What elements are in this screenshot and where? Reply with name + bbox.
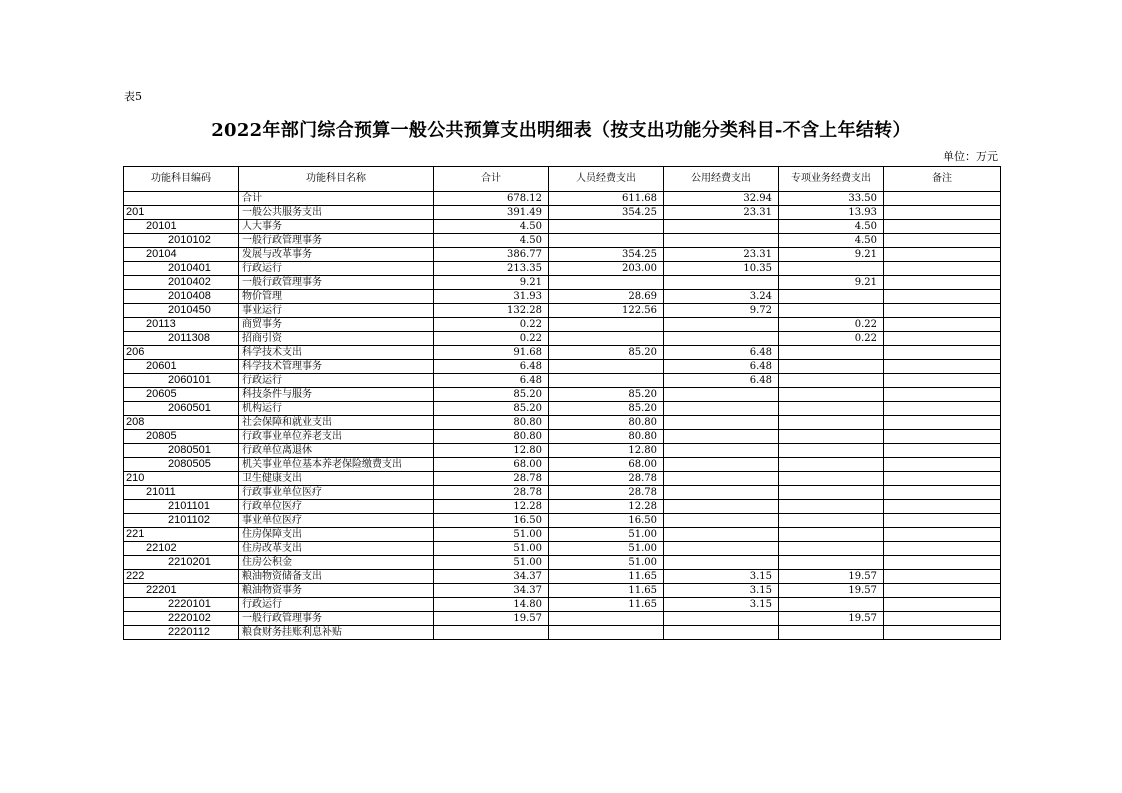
cell-total: 0.22 — [434, 332, 549, 346]
cell-name: 粮油物资储备支出 — [239, 570, 434, 584]
cell-note — [884, 570, 1001, 584]
column-header-name: 功能科目名称 — [239, 167, 434, 192]
cell-special — [779, 626, 884, 640]
cell-note — [884, 444, 1001, 458]
cell-public — [664, 542, 779, 556]
cell-total: 391.49 — [434, 206, 549, 220]
cell-special: 4.50 — [779, 234, 884, 248]
cell-special — [779, 500, 884, 514]
cell-name: 事业运行 — [239, 304, 434, 318]
cell-code: 2060501 — [124, 402, 239, 416]
cell-personnel: 28.78 — [549, 472, 664, 486]
column-header-personnel: 人员经费支出 — [549, 167, 664, 192]
cell-code — [124, 192, 239, 206]
cell-name: 招商引资 — [239, 332, 434, 346]
cell-personnel — [549, 626, 664, 640]
cell-special: 0.22 — [779, 332, 884, 346]
table-row — [124, 262, 1001, 276]
cell-code: 2210201 — [124, 556, 239, 570]
cell-personnel — [549, 318, 664, 332]
cell-public: 23.31 — [664, 248, 779, 262]
cell-note — [884, 486, 1001, 500]
cell-note — [884, 430, 1001, 444]
cell-personnel: 354.25 — [549, 206, 664, 220]
cell-note — [884, 290, 1001, 304]
cell-special: 19.57 — [779, 570, 884, 584]
cell-public: 3.15 — [664, 598, 779, 612]
cell-special — [779, 402, 884, 416]
cell-personnel: 28.78 — [549, 486, 664, 500]
cell-total: 213.35 — [434, 262, 549, 276]
cell-name: 行政运行 — [239, 374, 434, 388]
cell-code: 20113 — [124, 318, 239, 332]
cell-personnel: 12.80 — [549, 444, 664, 458]
cell-code: 2010102 — [124, 234, 239, 248]
cell-code: 201 — [124, 206, 239, 220]
cell-name: 一般公共服务支出 — [239, 206, 434, 220]
cell-name: 商贸事务 — [239, 318, 434, 332]
cell-code: 20601 — [124, 360, 239, 374]
cell-public: 6.48 — [664, 346, 779, 360]
cell-note — [884, 584, 1001, 598]
unit-label: 单位：万元 — [943, 150, 998, 163]
cell-total: 6.48 — [434, 360, 549, 374]
cell-personnel: 28.69 — [549, 290, 664, 304]
table-row — [124, 290, 1001, 304]
cell-public: 32.94 — [664, 192, 779, 206]
cell-name: 一般行政管理事务 — [239, 234, 434, 248]
cell-total: 0.22 — [434, 318, 549, 332]
cell-total: 12.28 — [434, 500, 549, 514]
table-row — [124, 584, 1001, 598]
cell-name: 机关事业单位基本养老保险缴费支出 — [239, 458, 434, 472]
cell-note — [884, 402, 1001, 416]
cell-name: 行政事业单位养老支出 — [239, 430, 434, 444]
cell-personnel: 80.80 — [549, 430, 664, 444]
cell-name: 住房保障支出 — [239, 528, 434, 542]
page-title: 2022年部门综合预算一般公共预算支出明细表（按支出功能分类科目-不含上年结转） — [211, 120, 911, 141]
cell-note — [884, 332, 1001, 346]
cell-total: 80.80 — [434, 430, 549, 444]
cell-note — [884, 346, 1001, 360]
cell-name: 事业单位医疗 — [239, 514, 434, 528]
cell-public — [664, 514, 779, 528]
cell-total: 31.93 — [434, 290, 549, 304]
table-row — [124, 472, 1001, 486]
cell-special — [779, 416, 884, 430]
cell-personnel: 122.56 — [549, 304, 664, 318]
cell-total: 28.78 — [434, 486, 549, 500]
table-number-label: 表5 — [124, 90, 142, 103]
table-row — [124, 276, 1001, 290]
cell-name: 行政运行 — [239, 262, 434, 276]
cell-public — [664, 500, 779, 514]
column-header-total: 合计 — [434, 167, 549, 192]
cell-note — [884, 472, 1001, 486]
cell-personnel: 11.65 — [549, 570, 664, 584]
cell-code: 2080505 — [124, 458, 239, 472]
cell-total: 51.00 — [434, 528, 549, 542]
cell-personnel: 11.65 — [549, 598, 664, 612]
cell-personnel — [549, 220, 664, 234]
cell-personnel: 51.00 — [549, 528, 664, 542]
table-row — [124, 514, 1001, 528]
cell-total: 34.37 — [434, 584, 549, 598]
cell-public — [664, 220, 779, 234]
cell-code: 2080501 — [124, 444, 239, 458]
cell-name: 卫生健康支出 — [239, 472, 434, 486]
cell-total: 51.00 — [434, 556, 549, 570]
cell-personnel: 85.20 — [549, 388, 664, 402]
cell-public — [664, 332, 779, 346]
table-row — [124, 192, 1001, 206]
cell-public: 3.24 — [664, 290, 779, 304]
cell-public — [664, 402, 779, 416]
cell-note — [884, 234, 1001, 248]
cell-name: 机构运行 — [239, 402, 434, 416]
table-row — [124, 444, 1001, 458]
cell-note — [884, 458, 1001, 472]
cell-code: 2010408 — [124, 290, 239, 304]
cell-code: 208 — [124, 416, 239, 430]
cell-personnel: 354.25 — [549, 248, 664, 262]
cell-special — [779, 598, 884, 612]
cell-personnel — [549, 360, 664, 374]
cell-special: 13.93 — [779, 206, 884, 220]
cell-public: 6.48 — [664, 374, 779, 388]
cell-total: 12.80 — [434, 444, 549, 458]
table-row — [124, 304, 1001, 318]
table-row — [124, 220, 1001, 234]
column-header-code: 功能科目编码 — [124, 167, 239, 192]
cell-note — [884, 374, 1001, 388]
cell-special: 4.50 — [779, 220, 884, 234]
cell-note — [884, 528, 1001, 542]
cell-public — [664, 416, 779, 430]
cell-special — [779, 556, 884, 570]
cell-public — [664, 556, 779, 570]
table-row — [124, 360, 1001, 374]
cell-note — [884, 248, 1001, 262]
cell-name: 物价管理 — [239, 290, 434, 304]
cell-special — [779, 346, 884, 360]
cell-total: 80.80 — [434, 416, 549, 430]
cell-personnel — [549, 332, 664, 346]
cell-public — [664, 388, 779, 402]
cell-public — [664, 234, 779, 248]
cell-personnel: 16.50 — [549, 514, 664, 528]
cell-special: 9.21 — [779, 276, 884, 290]
cell-public: 9.72 — [664, 304, 779, 318]
cell-personnel — [549, 234, 664, 248]
cell-total: 6.48 — [434, 374, 549, 388]
cell-special — [779, 374, 884, 388]
table-row — [124, 612, 1001, 626]
table-row — [124, 430, 1001, 444]
cell-note — [884, 206, 1001, 220]
cell-special — [779, 262, 884, 276]
table-header-row — [124, 167, 1001, 192]
cell-name: 住房公积金 — [239, 556, 434, 570]
cell-note — [884, 220, 1001, 234]
table-row — [124, 206, 1001, 220]
cell-name: 社会保障和就业支出 — [239, 416, 434, 430]
cell-code: 2010401 — [124, 262, 239, 276]
table-row — [124, 556, 1001, 570]
cell-public: 3.15 — [664, 584, 779, 598]
cell-code: 20101 — [124, 220, 239, 234]
cell-code: 21011 — [124, 486, 239, 500]
cell-special — [779, 444, 884, 458]
cell-total: 16.50 — [434, 514, 549, 528]
column-header-special: 专项业务经费支出 — [779, 167, 884, 192]
column-header-note: 备注 — [884, 167, 1001, 192]
cell-name: 粮油物资事务 — [239, 584, 434, 598]
cell-special: 19.57 — [779, 612, 884, 626]
cell-personnel: 11.65 — [549, 584, 664, 598]
cell-name: 粮食财务挂账利息补贴 — [239, 626, 434, 640]
cell-public: 23.31 — [664, 206, 779, 220]
cell-name: 一般行政管理事务 — [239, 276, 434, 290]
cell-code: 2010450 — [124, 304, 239, 318]
cell-personnel: 80.80 — [549, 416, 664, 430]
cell-public — [664, 626, 779, 640]
cell-total: 132.28 — [434, 304, 549, 318]
cell-note — [884, 598, 1001, 612]
column-header-public: 公用经费支出 — [664, 167, 779, 192]
cell-special — [779, 514, 884, 528]
cell-total: 4.50 — [434, 220, 549, 234]
cell-public — [664, 430, 779, 444]
cell-special — [779, 360, 884, 374]
cell-special — [779, 458, 884, 472]
cell-special — [779, 542, 884, 556]
cell-public: 10.35 — [664, 262, 779, 276]
cell-total: 85.20 — [434, 388, 549, 402]
cell-note — [884, 360, 1001, 374]
cell-special: 9.21 — [779, 248, 884, 262]
cell-public — [664, 444, 779, 458]
cell-public — [664, 318, 779, 332]
cell-note — [884, 416, 1001, 430]
cell-note — [884, 514, 1001, 528]
cell-personnel: 68.00 — [549, 458, 664, 472]
table-body — [124, 192, 1001, 640]
cell-total: 85.20 — [434, 402, 549, 416]
cell-special — [779, 472, 884, 486]
cell-name: 发展与改革事务 — [239, 248, 434, 262]
table-row — [124, 542, 1001, 556]
table-row — [124, 626, 1001, 640]
table-row — [124, 346, 1001, 360]
table-row — [124, 374, 1001, 388]
cell-name: 一般行政管理事务 — [239, 612, 434, 626]
cell-note — [884, 556, 1001, 570]
table-row — [124, 570, 1001, 584]
cell-personnel: 611.68 — [549, 192, 664, 206]
cell-note — [884, 612, 1001, 626]
cell-public — [664, 528, 779, 542]
cell-personnel — [549, 374, 664, 388]
cell-total: 4.50 — [434, 234, 549, 248]
cell-total: 9.21 — [434, 276, 549, 290]
table-row — [124, 598, 1001, 612]
cell-personnel: 203.00 — [549, 262, 664, 276]
cell-code: 22102 — [124, 542, 239, 556]
cell-code: 2220112 — [124, 626, 239, 640]
table-row — [124, 528, 1001, 542]
cell-code: 2101101 — [124, 500, 239, 514]
cell-note — [884, 318, 1001, 332]
cell-personnel: 85.20 — [549, 346, 664, 360]
cell-name: 人大事务 — [239, 220, 434, 234]
table-row — [124, 500, 1001, 514]
cell-note — [884, 262, 1001, 276]
cell-total: 91.68 — [434, 346, 549, 360]
table-row — [124, 388, 1001, 402]
cell-note — [884, 388, 1001, 402]
cell-personnel: 51.00 — [549, 542, 664, 556]
cell-total: 34.37 — [434, 570, 549, 584]
cell-code: 20104 — [124, 248, 239, 262]
cell-name: 行政单位离退休 — [239, 444, 434, 458]
cell-public — [664, 612, 779, 626]
table-row — [124, 234, 1001, 248]
cell-total: 14.80 — [434, 598, 549, 612]
cell-total: 678.12 — [434, 192, 549, 206]
cell-total — [434, 626, 549, 640]
cell-note — [884, 276, 1001, 290]
cell-special: 0.22 — [779, 318, 884, 332]
cell-name: 合计 — [239, 192, 434, 206]
cell-name: 科学技术支出 — [239, 346, 434, 360]
cell-code: 221 — [124, 528, 239, 542]
table-row — [124, 402, 1001, 416]
cell-total: 28.78 — [434, 472, 549, 486]
table-row — [124, 458, 1001, 472]
cell-code: 2220101 — [124, 598, 239, 612]
cell-note — [884, 626, 1001, 640]
cell-total: 68.00 — [434, 458, 549, 472]
cell-total: 19.57 — [434, 612, 549, 626]
cell-code: 206 — [124, 346, 239, 360]
cell-special — [779, 486, 884, 500]
cell-name: 科技条件与服务 — [239, 388, 434, 402]
cell-personnel: 85.20 — [549, 402, 664, 416]
cell-public — [664, 276, 779, 290]
cell-special — [779, 304, 884, 318]
cell-special: 19.57 — [779, 584, 884, 598]
table-row — [124, 318, 1001, 332]
cell-personnel — [549, 276, 664, 290]
cell-special — [779, 528, 884, 542]
cell-code: 22201 — [124, 584, 239, 598]
cell-code: 2010402 — [124, 276, 239, 290]
cell-name: 行政运行 — [239, 598, 434, 612]
cell-name: 行政单位医疗 — [239, 500, 434, 514]
cell-public: 3.15 — [664, 570, 779, 584]
cell-code: 2011308 — [124, 332, 239, 346]
cell-code: 20805 — [124, 430, 239, 444]
cell-code: 222 — [124, 570, 239, 584]
cell-note — [884, 192, 1001, 206]
cell-note — [884, 500, 1001, 514]
cell-name: 行政事业单位医疗 — [239, 486, 434, 500]
cell-personnel: 51.00 — [549, 556, 664, 570]
cell-special: 33.50 — [779, 192, 884, 206]
cell-personnel — [549, 612, 664, 626]
cell-note — [884, 304, 1001, 318]
cell-special — [779, 430, 884, 444]
cell-code: 2060101 — [124, 374, 239, 388]
cell-public: 6.48 — [664, 360, 779, 374]
cell-special — [779, 388, 884, 402]
cell-total: 386.77 — [434, 248, 549, 262]
cell-public — [664, 458, 779, 472]
cell-special — [779, 290, 884, 304]
cell-code: 2220102 — [124, 612, 239, 626]
cell-code: 20605 — [124, 388, 239, 402]
cell-personnel: 12.28 — [549, 500, 664, 514]
cell-name: 住房改革支出 — [239, 542, 434, 556]
cell-public — [664, 486, 779, 500]
cell-public — [664, 472, 779, 486]
cell-code: 210 — [124, 472, 239, 486]
table-row — [124, 486, 1001, 500]
cell-name: 科学技术管理事务 — [239, 360, 434, 374]
budget-table — [123, 166, 1001, 640]
table-row — [124, 416, 1001, 430]
cell-code: 2101102 — [124, 514, 239, 528]
table-row — [124, 332, 1001, 346]
table-row — [124, 248, 1001, 262]
cell-note — [884, 542, 1001, 556]
cell-total: 51.00 — [434, 542, 549, 556]
